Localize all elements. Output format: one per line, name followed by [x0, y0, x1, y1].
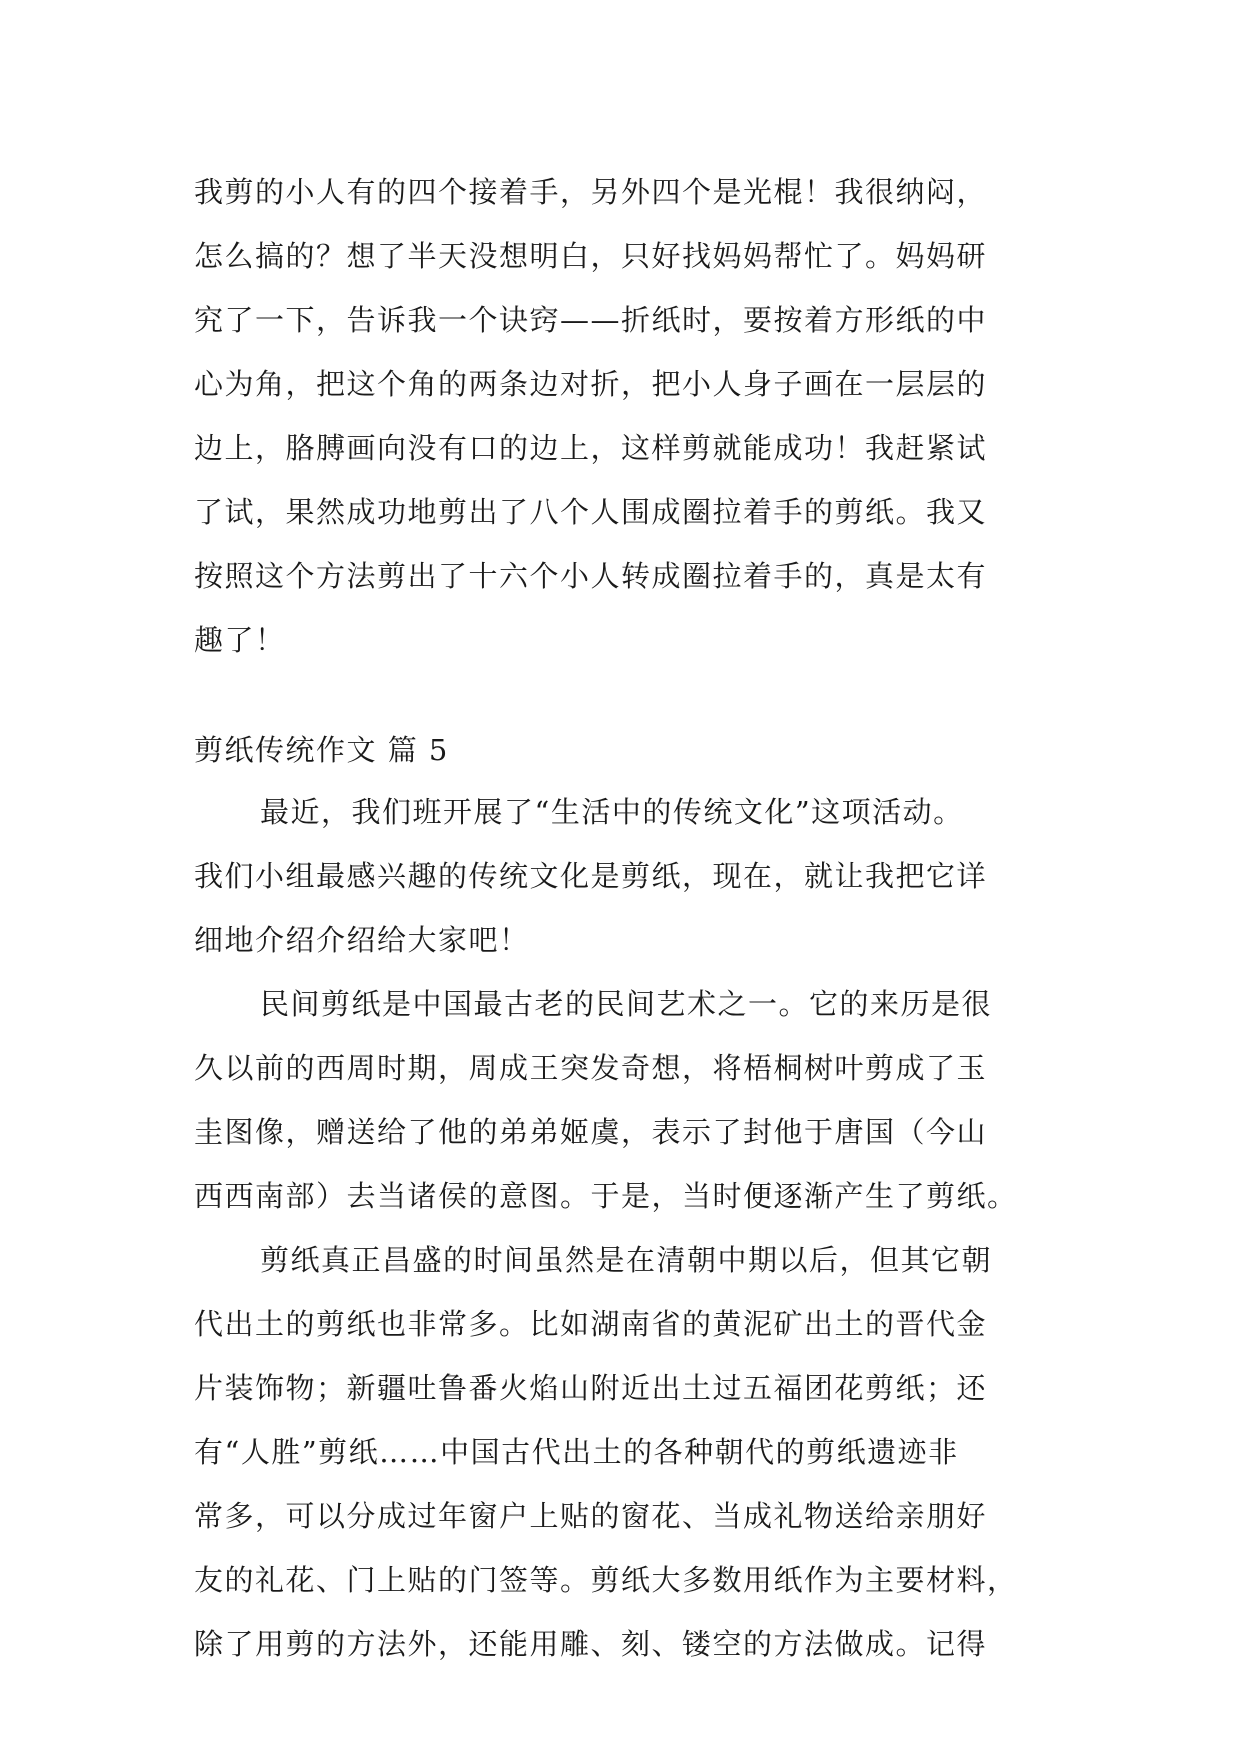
text-line: 民间剪纸是中国最古老的民间艺术之一。它的来历是很 [260, 987, 993, 1021]
text-line: 友的礼花、门上贴的门签等。剪纸大多数用纸作为主要材料， [194, 1563, 1018, 1597]
document-body [194, 160, 1054, 1676]
text-line: 心为角，把这个角的两条边对折，把小人身子画在一层层的 [194, 367, 988, 401]
text-line: 了试，果然成功地剪出了八个人围成圈拉着手的剪纸。我又 [194, 495, 988, 529]
text-line: 边上，胳膊画向没有口的边上，这样剪就能成功！我赶紧试 [194, 431, 988, 465]
section-gap [194, 672, 1054, 720]
previous-essay-tail [194, 160, 1054, 672]
text-line: 圭图像，赠送给了他的弟弟姬虞，表示了封他于唐国（今山 [194, 1115, 988, 1149]
paragraph-2 [194, 972, 1054, 1228]
paragraph-1 [194, 780, 1054, 972]
text-line: 常多，可以分成过年窗户上贴的窗花、当成礼物送给亲朋好 [194, 1499, 988, 1533]
text-line: 除了用剪的方法外，还能用雕、刻、镂空的方法做成。记得 [194, 1627, 988, 1661]
text-line: 最近，我们班开展了“生活中的传统文化”这项活动。 [260, 795, 964, 829]
essay-heading: 剪纸传统作文 篇 5 [194, 733, 449, 767]
text-line: 久以前的西周时期，周成王突发奇想，将梧桐树叶剪成了玉 [194, 1051, 988, 1085]
text-line: 细地介绍介绍给大家吧！ [194, 923, 530, 957]
text-line: 西西南部）去当诸侯的意图。于是，当时便逐渐产生了剪纸。 [194, 1179, 1018, 1213]
text-line: 怎么搞的？想了半天没想明白，只好找妈妈帮忙了。妈妈研 [194, 239, 988, 273]
text-line: 剪纸真正昌盛的时间虽然是在清朝中期以后，但其它朝 [260, 1243, 993, 1277]
text-line: 我剪的小人有的四个接着手，另外四个是光棍！我很纳闷， [194, 175, 988, 209]
text-line: 我们小组最感兴趣的传统文化是剪纸，现在，就让我把它详 [194, 859, 988, 893]
text-line: 究了一下，告诉我一个诀窍——折纸时，要按着方形纸的中 [194, 303, 988, 337]
text-line: 代出土的剪纸也非常多。比如湖南省的黄泥矿出土的晋代金 [194, 1307, 988, 1341]
text-line: 有“人胜”剪纸……中国古代出土的各种朝代的剪纸遗迹非 [194, 1435, 959, 1469]
paragraph-3 [194, 1228, 1054, 1676]
text-line: 按照这个方法剪出了十六个小人转成圈拉着手的，真是太有 [194, 559, 988, 593]
text-line: 趣了！ [194, 623, 286, 657]
text-line: 片装饰物；新疆吐鲁番火焰山附近出土过五福团花剪纸；还 [194, 1371, 988, 1405]
